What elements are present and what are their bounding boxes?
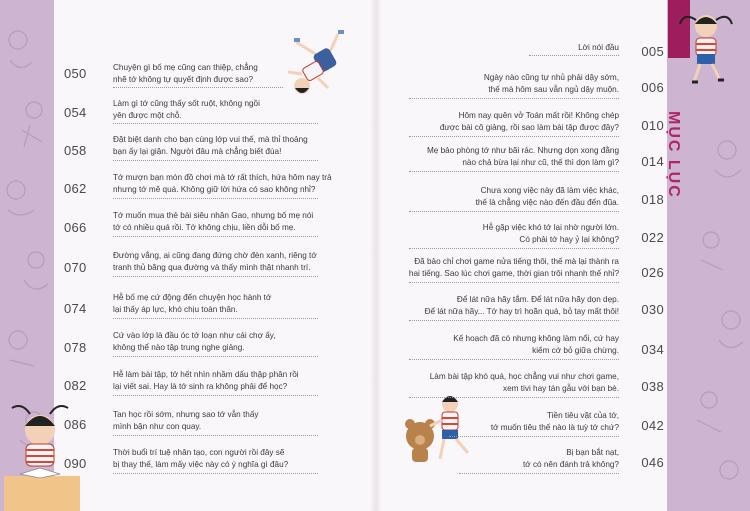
page-number: 058	[64, 143, 87, 158]
entry-title-line: Tớ mượn bạn món đồ chơi mà tớ rất thích, hứa hôm nay trả	[113, 173, 332, 182]
entry-title-line: Hễ gặp việc khó tớ lại nhờ người lớn.	[482, 223, 619, 232]
dotted-leader	[409, 136, 619, 137]
page-number: 082	[64, 378, 87, 393]
entry-title-line: Tiền tiêu vặt của tớ,	[547, 411, 619, 420]
dotted-leader	[409, 282, 619, 283]
book-spine	[370, 0, 382, 511]
entry-title-line: Đã bảo chỉ chơi game nửa tiếng thôi, thế mà lại thành ra	[414, 257, 619, 266]
page-number: 086	[64, 417, 87, 432]
dotted-leader	[113, 198, 318, 199]
entry-title-line: không thể nào tập trung nghe giảng.	[113, 343, 245, 352]
dotted-leader	[449, 436, 619, 437]
entry-title-line: Tớ muốn mua thẻ bài siêu nhân Gao, nhưng bố mẹ nói	[113, 211, 314, 220]
page-number: 066	[64, 220, 87, 235]
entry-title-line: Chưa xong việc này đã làm việc khác,	[480, 186, 619, 195]
dotted-leader	[113, 356, 318, 357]
entry-title-line: Để lát nữa hãy... Tớ hay trì hoãn quá, bỏ tay mất thôi!	[424, 307, 619, 316]
entry-title-line: lại thấy áp lực, khó chịu toàn thân.	[113, 305, 238, 314]
girl-illustration-tab	[678, 8, 734, 90]
page-number: 005	[641, 44, 664, 59]
entry-title-line: Thời buổi trí tuệ nhân tạo, con người rồi đây sẽ	[113, 448, 285, 457]
page-number: 042	[641, 418, 664, 433]
page-number: 038	[641, 379, 664, 394]
dotted-leader	[113, 318, 318, 319]
page-number: 090	[64, 456, 87, 471]
page-number: 018	[641, 192, 664, 207]
entry-title-line: bị thay thế, làm mấy việc này có ý nghĩa gì đâu?	[113, 460, 289, 469]
entry-title-line: Chuyện gì bố mẹ cũng can thiệp, chẳng	[113, 63, 258, 72]
dotted-leader	[113, 123, 318, 124]
entry-title-line: nhưng tớ mê quá. Không giữ lời hứa có sao không nhỉ?	[113, 185, 316, 194]
entry-title-line: nhẽ tớ không tự quyết định được sao?	[113, 75, 254, 84]
entry-title-line: tớ có nên đánh trả không?	[523, 460, 619, 469]
page-number: 034	[641, 342, 664, 357]
dotted-leader	[113, 395, 318, 396]
entry-title-line: Đường vắng, ai cũng đang đứng chờ đèn xanh, riêng tớ	[113, 251, 317, 260]
dotted-leader	[409, 359, 619, 360]
entry-title-line: kiếm cớ bỏ giữa chừng.	[532, 346, 619, 355]
page-number: 050	[64, 66, 87, 81]
entry-title-line: tranh thủ băng qua đường và thấy mình thật nhanh trí.	[113, 263, 311, 272]
dotted-leader	[409, 397, 619, 398]
heading-text: MỤC LỤC	[665, 111, 682, 199]
page-number: 010	[641, 118, 664, 133]
page-number: 054	[64, 105, 87, 120]
page-number: 022	[641, 230, 664, 245]
entry-title-line: Để lát nữa hãy tắm. Để lát nữa hãy dọn dẹp.	[456, 295, 619, 304]
entry-title-line: Hễ bố mẹ cứ động đến chuyện học hành tớ	[113, 293, 272, 302]
entry-title-line: Làm bài tập khó quá, học chẳng vui như chơi game,	[429, 372, 619, 381]
dotted-leader	[113, 236, 318, 237]
page-number: 070	[64, 260, 87, 275]
entry-title-line: Ngày nào cũng tự nhủ phải dậy sớm,	[483, 73, 619, 82]
entry-title-line: Làm gì tớ cũng thấy sốt ruột, không ngồi	[113, 99, 260, 108]
entry-title-line: nào chả bừa lại như cũ, thế thì dọn làm gì?	[462, 158, 619, 167]
dotted-leader	[529, 55, 619, 56]
dotted-leader	[113, 276, 318, 277]
page-number: 078	[64, 340, 87, 355]
dotted-leader	[113, 435, 318, 436]
page-number: 030	[641, 302, 664, 317]
entry-title-line: thế là chẳng việc nào đến đầu đến đũa.	[475, 198, 619, 207]
page-number: 046	[641, 455, 664, 470]
dotted-leader	[113, 87, 283, 88]
dotted-leader	[113, 160, 318, 161]
entry-title-line: Kế hoạch đã có nhưng không làm nổi, cứ hay	[453, 334, 619, 343]
entry-title-line: Bị bạn bắt nạt,	[566, 448, 619, 457]
page-number: 006	[641, 80, 664, 95]
entry-title-line: xem tivi hay tán gẫu với bạn bè.	[503, 384, 619, 393]
entry-title-line: yên được một chỗ.	[113, 111, 182, 120]
entry-title-line: mình bận như con quay.	[113, 422, 202, 431]
entry-title-line: hai tiếng. Sao lúc chơi game, thời gian trôi nhanh thế nhỉ?	[408, 269, 619, 278]
page-number: 014	[641, 154, 664, 169]
dotted-leader	[409, 98, 619, 99]
entry-title-line: tớ muốn tiêu thế nào là tuỳ tớ chứ?	[490, 423, 619, 432]
entry-title-line: Hôm nay quên vở Toán mất rồi! Không chép	[458, 111, 619, 120]
dotted-leader	[409, 171, 619, 172]
entry-title-line: Cứ vào lớp là đầu óc tớ loạn như cái chợ ấy,	[113, 331, 276, 340]
entry-title-line: lại viết sai. Hay là tớ sinh ra không phải để học?	[113, 382, 288, 391]
page-number: 062	[64, 181, 87, 196]
page-number: 074	[64, 301, 87, 316]
entry-title-line: thế mà hôm sau vẫn ngủ dậy muộn.	[488, 85, 619, 94]
dotted-leader	[409, 320, 619, 321]
page-number: 026	[641, 265, 664, 280]
entry-title-line: Lời nói đầu	[578, 43, 619, 52]
entry-title-line: Mẹ bảo phòng tớ như bãi rác. Nhưng dọn xong đằng	[426, 146, 619, 155]
entry-title-line: Hễ làm bài tập, tớ hết nhìn nhầm dấu thập phân rồi	[113, 370, 299, 379]
dotted-leader	[113, 473, 318, 474]
entry-title-line: được bài cô giảng, rồi sao làm bài tập được đây?	[439, 123, 619, 132]
entry-title-line: bạn ấy lại giận. Người đâu mà chẳng biết đùa!	[113, 147, 282, 156]
dotted-leader	[409, 248, 619, 249]
dotted-leader	[409, 211, 619, 212]
entry-title-line: Tan học rồi sớm, nhưng sao tớ vẫn thấy	[113, 410, 259, 419]
entry-title-line: Có phải tớ hay ỷ lại không?	[519, 235, 619, 244]
entry-title-line: Đặt biệt danh cho bạn cùng lớp vui thế, mà thỉ thoảng	[113, 135, 308, 144]
entry-title-line: tớ có nhiều quá rồi. Tớ không chịu, liền dỗi bố mẹ.	[113, 223, 296, 232]
dotted-leader	[459, 473, 619, 474]
